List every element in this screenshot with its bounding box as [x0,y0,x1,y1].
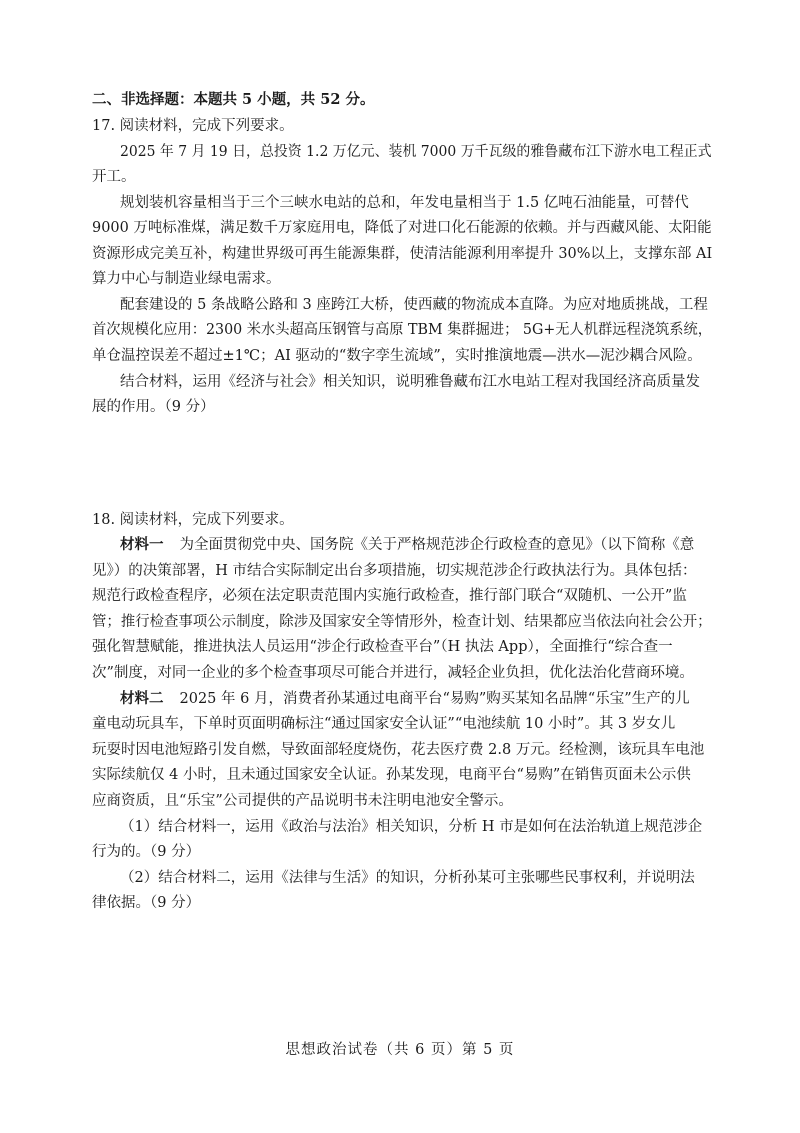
q18-material1-line1 [120,535,694,555]
q18-material1-line2: 见》）的决策部署，H 市结合实际制定出台多项措施，切实规范涉企行政执法行为。具体包括： [92,563,697,579]
q17-p2-line1: 规划装机容量相当于三个三峡水电站的总和，年发电量相当于 1.5 亿吨石油能量，可替代 [120,195,689,211]
q18-material2-line1 [120,689,690,709]
q18-material2-line4: 实际续航仅 4 小时，且未通过国家安全认证。孙某发现，电商平台“易购”在销售页面未公示供 [92,767,691,783]
material1-text: 为全面贯彻党中央、国务院《关于严格规范涉企行政检查的意见》（以下简称《意 [179,537,695,553]
q18-sub1-line2: 行为的。（9 分） [92,844,201,860]
q17-p4-line2: 展的作用。（9 分） [92,399,215,415]
q17-title: 17. 阅读材料，完成下列要求。 [92,118,294,134]
q17-p3-line3: 单仓温控误差不超过±1℃；AI 驱动的“数字孪生流域”，实时推演地震—洪水—泥沙耦合风险。 [92,348,702,364]
q17-p3-line1: 配套建设的 5 条战略公路和 3 座跨江大桥，使西藏的物流成本直降。为应对地质挑战，工程 [120,297,708,313]
q17-p1-line1: 2025 年 7 月 19 日，总投资 1.2 万亿元、装机 7000 万千瓦级的雅鲁藏布江下游水电工程正式 [120,144,712,160]
q18-sub2-line2: 律依据。（9 分） [92,895,201,911]
q17-p4-line1: 结合材料，运用《经济与社会》相关知识，说明雅鲁藏布江水电站工程对我国经济高质量发 [120,374,700,390]
q18-material2-line3: 玩耍时因电池短路引发自燃，导致面部轻度烧伤，花去医疗费 2.8 万元。经检测，该玩具车电池 [92,742,705,758]
q18-material1-line5: 强化智慧赋能，推进执法人员运用“涉企行政检查平台”（H 执法 App），全面推行“综合查一 [92,639,673,655]
material1-label: 材料一 [120,536,164,553]
section-heading: 二、非选择题：本题共 5 小题，共 52 分。 [92,91,375,108]
q18-title: 18. 阅读材料，完成下列要求。 [92,512,294,528]
q17-p3-line2: 首次规模化应用：2300 米水头超高压钢管与高原 TBM 集群掘进； 5G+无人机群远程浇筑系统， [92,322,712,338]
q18-material2-line5: 应商资质，且“乐宝”公司提供的产品说明书未注明电池安全警示。 [92,793,513,809]
q17-p1-line2: 开工。 [92,169,136,185]
q17-p2-line4: 算力中心与制造业绿电需求。 [92,271,281,287]
material2-text: 2025 年 6 月，消费者孙某通过电商平台“易购”购买某知名品牌“乐宝”生产的儿 [179,691,690,707]
q18-material1-line4: 管；推行检查事项公示制度，除涉及国家安全等情形外，检查计划、结果都应当依法向社会公开； [92,614,712,630]
material2-label: 材料二 [120,690,164,707]
q18-material2-line2: 童电动玩具车，下单时页面明确标注“通过国家安全认证”“电池续航 10 小时”。其 3 岁女儿 [92,716,676,732]
q18-sub1-line1: （1）结合材料一，运用《政治与法治》相关知识，分析 H 市是如何在法治轨道上规范涉企 [120,819,703,835]
q18-material1-line6: 次”制度，对同一企业的多个检查事项尽可能合并进行，减轻企业负担，优化法治化营商环境。 [92,665,694,681]
q18-sub2-line1: （2）结合材料二，运用《法律与生活》的知识，分析孙某可主张哪些民事权利，并说明法 [120,870,695,886]
q17-p2-line3: 资源形成完美互补，构建世界级可再生能源集群，使清洁能源利用率提升 30%以上，支撑东部 AI [92,246,713,262]
page-footer: 思想政治试卷（共 6 页）第 5 页 [285,1042,515,1058]
q17-p2-line2: 9000 万吨标准煤，满足数千万家庭用电，降低了对进口化石能源的依赖。并与西藏风能、太阳能 [92,220,712,236]
q18-material1-line3: 规范行政检查程序，必须在法定职责范围内实施行政检查，推行部门联合“双随机、一公开”监 [92,588,687,604]
